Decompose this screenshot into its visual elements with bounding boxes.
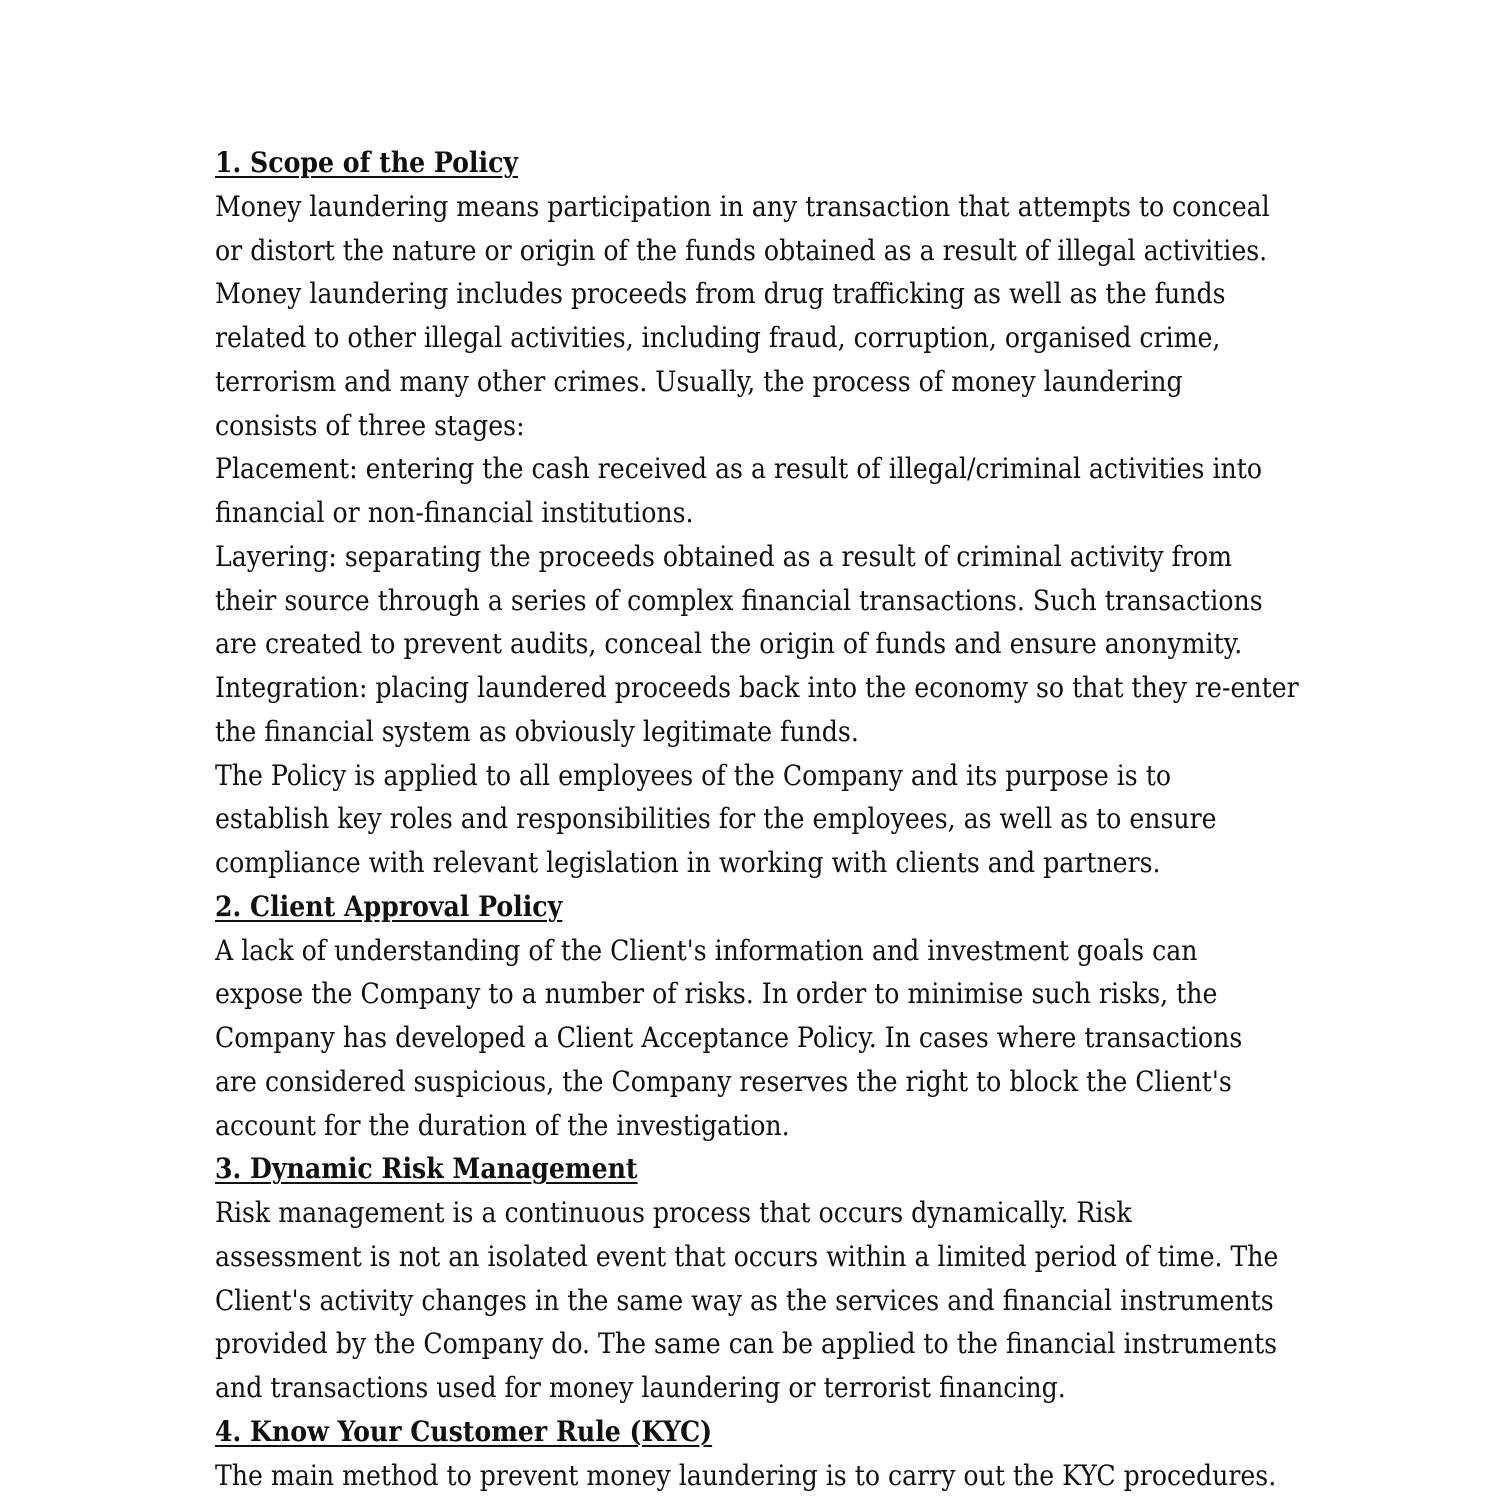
- body-text-line: provided by the Company do. The same can be applied to the financial instruments: [215, 1327, 1278, 1361]
- body-text-line: account for the duration of the investigation.: [215, 1108, 790, 1142]
- body-text-line: assessment is not an isolated event that occurs within a limited period of time. The: [215, 1239, 1279, 1273]
- body-text-line: the financial system as obviously legitimate funds.: [215, 714, 859, 748]
- section-heading: 4. Know Your Customer Rule (KYC): [215, 1414, 713, 1448]
- body-text-line: The main method to prevent money laundering is to carry out the KYC procedures.: [215, 1458, 1277, 1492]
- body-text-line: Company has developed a Client Acceptance Policy. In cases where transactions: [215, 1021, 1243, 1054]
- body-text-line: The Policy is applied to all employees of the Company and its purpose is to: [215, 758, 1172, 792]
- body-text-line: Placement: entering the cash received as a result of illegal/criminal activities into: [215, 452, 1263, 486]
- section: [215, 885, 1299, 1148]
- document-page: [215, 141, 1299, 1497]
- body-text-line: expose the Company to a number of risks. In order to minimise such risks, the: [215, 977, 1218, 1011]
- body-text-line: or distort the nature or origin of the funds obtained as a result of illegal activities.: [215, 233, 1268, 267]
- body-text-line: are considered suspicious, the Company reserves the right to block the Client's: [215, 1064, 1232, 1098]
- body-text-line: Risk management is a continuous process that occurs dynamically. Risk: [215, 1196, 1132, 1229]
- section: [215, 1147, 1299, 1410]
- body-text-line: Client's activity changes in the same way as the services and financial instruments: [215, 1283, 1274, 1317]
- section-heading: 2. Client Approval Policy: [215, 889, 563, 923]
- section-heading: 1. Scope of the Policy: [215, 146, 519, 179]
- body-text-line: financial or non-financial institutions.: [215, 496, 694, 529]
- body-text-line: their source through a series of complex financial transactions. Such transactions: [215, 583, 1263, 617]
- body-text-line: compliance with relevant legislation in working with clients and partners.: [215, 846, 1161, 879]
- body-text-line: Integration: placing laundered proceeds back into the economy so that they re-enter: [215, 671, 1299, 704]
- body-text-line: terrorism and many other crimes. Usually, the process of money laundering: [215, 364, 1183, 398]
- body-text-line: Money laundering means participation in any transaction that attempts to conceal: [215, 189, 1270, 223]
- body-text-line: Money laundering includes proceeds from drug trafficking as well as the funds: [215, 277, 1226, 311]
- section: [215, 141, 1299, 885]
- body-text-line: and transactions used for money laundering or terrorist financing.: [215, 1371, 1066, 1404]
- body-text-line: consists of three stages:: [215, 408, 525, 442]
- body-text-line: related to other illegal activities, including fraud, corruption, organised crime,: [215, 321, 1221, 354]
- section-heading: 3. Dynamic Risk Management: [215, 1152, 638, 1186]
- body-text-line: are created to prevent audits, conceal the origin of funds and ensure anonymity.: [215, 627, 1243, 661]
- body-text-line: A lack of understanding of the Client's information and investment goals can: [215, 933, 1198, 967]
- body-text-line: Layering: separating the proceeds obtained as a result of criminal activity from: [215, 539, 1233, 573]
- body-text-line: establish key roles and responsibilities for the employees, as well as to ensure: [215, 802, 1217, 836]
- section: [215, 1410, 1299, 1498]
